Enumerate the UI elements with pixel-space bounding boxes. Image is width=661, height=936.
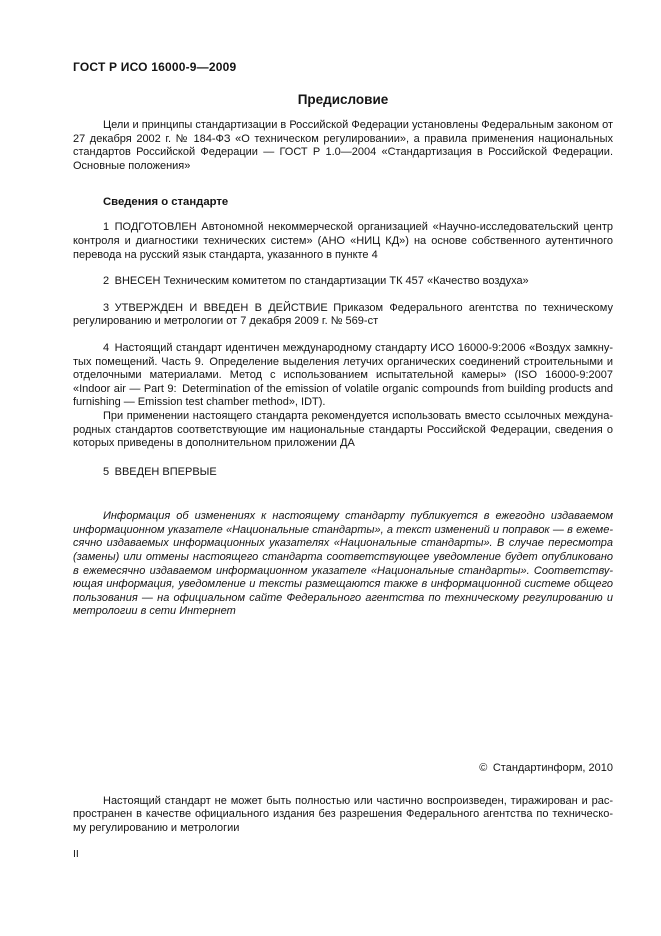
standard-info-item-2: 2 ВНЕСЕН Техническим комитетом по стандартизации ТК 457 «Качество воздуха» <box>103 275 529 288</box>
standard-info-item-3: 3 УТВЕРЖДЕН И ВВЕДЕН В ДЕЙСТВИЕ Приказом Федерального агентства по техническому регулированию и метрологии от 7 декабря 2009 г. № 569-ст <box>73 301 613 328</box>
amendments-note: Информация об изменениях к настоящему стандарту публикуется в ежегодно издаваемом информационном указателе «Национальные стандарты», а текст изменений и поправок — в ежемесячно издаваемых информационных указателях «Национальные стандарты». В случае пересмотра (замены) или отмены настоящего стандарта соответствующее уведомление будет опубликовано в ежемесячно издаваемом информационном указателе «Национальные стандарты». Соответствующая информация, уведомление и тексты размещаются также в информационной системе общего пользования — на официальном сайте Федерального агентства по техническому регулированию и метрологии в сети Интернет <box>73 510 613 618</box>
standard-info-item-4-continuation: При применении настоящего стандарта рекомендуется использовать вместо ссылочных международных стандартов соответствующие им национальные стандарты Российской Федерации, сведения о которых приведены в дополнительном приложении ДА <box>73 409 613 450</box>
standard-info-heading: Сведения о стандарте <box>103 196 229 209</box>
page-title: Предисловие <box>297 92 389 107</box>
standard-info-item-4: 4 Настоящий стандарт идентичен международному стандарту ИСО 16000-9:2006 «Воздух замкнутых помещений. Часть 9. Определение выделения летучих органических соединений строительными и отделочными материалами. Метод с использованием испытательной камеры» (ISO 16000-9:2007 «Indoor air — Part 9: Determination of the emission of volatile organic compounds from building products and furnishing — Emission test chamber method», IDT). <box>73 341 613 409</box>
intro-paragraph: Цели и принципы стандартизации в Российской Федерации установлены Федеральным законом от 27 декабря 2002 г. № 184-ФЗ «О техническом регулировании», а правила применения национальных стандартов Российской Федерации — ГОСТ Р 1.0—2004 «Стандартизация в Российской Федерации. Основные положения» <box>73 119 613 172</box>
standard-info-item-5: 5 ВВЕДЕН ВПЕРВЫЕ <box>103 465 217 478</box>
page-footer <box>73 762 613 860</box>
reproduction-notice: Настоящий стандарт не может быть полностью или частично воспроизведен, тиражирован и распространен в качестве официального издания без разрешения Федерального агентства по техническому регулированию и метрологии <box>73 795 613 834</box>
copyright-line: © Стандартинформ, 2010 <box>479 762 613 774</box>
standard-info-item-1: 1 ПОДГОТОВЛЕН Автономной некоммерческой организацией «Научно-исследовательский центр контроля и диагностики технических систем» (АНО «НИЦ КД») на основе собственного аутентичного перевода на русский язык стандарта, указанного в пункте 4 <box>73 221 613 261</box>
page-content <box>73 60 613 619</box>
document-code-header: ГОСТ Р ИСО 16000-9—2009 <box>73 60 237 74</box>
page-number: II <box>73 848 79 861</box>
